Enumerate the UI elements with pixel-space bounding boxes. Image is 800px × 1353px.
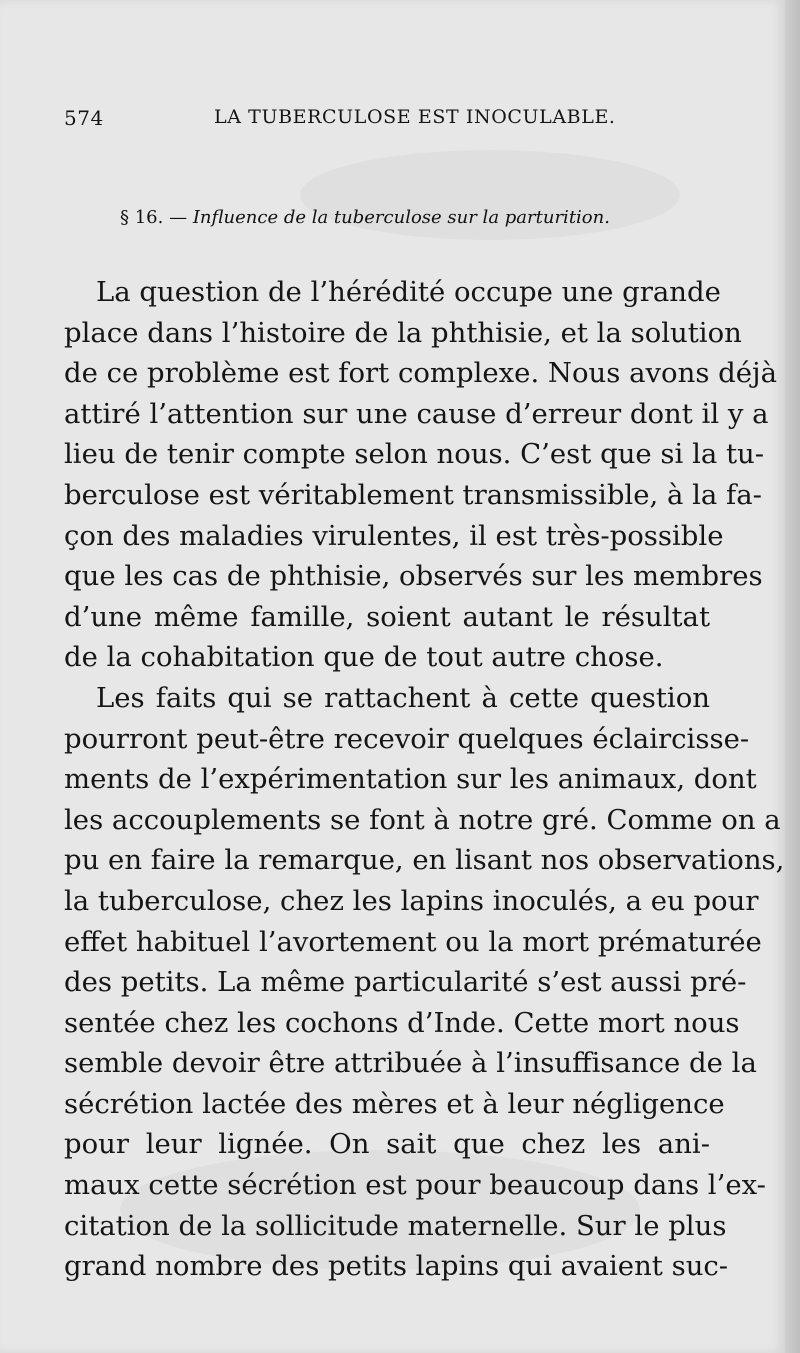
- text-line: maux cette sécrétion est pour beaucoup dans l’ex-: [64, 1169, 766, 1202]
- text-line: Les faits qui se rattachent à cette question: [96, 681, 710, 714]
- text-line: pour leur lignée. On sait que chez les ani-: [64, 1128, 710, 1161]
- text-line: de ce problème est fort complexe. Nous avons déjà: [64, 357, 777, 390]
- text-line: la tuberculose, chez les lapins inoculés, a eu pour: [64, 884, 759, 917]
- text-line: place dans l’histoire de la phthisie, et la solution: [64, 316, 742, 349]
- text-line: semble devoir être attribuée à l’insuffisance de la: [64, 1047, 757, 1080]
- text-line: La question de l’hérédité occupe une grande: [96, 276, 721, 308]
- text-line: sentée chez les cochons d’Inde. Cette mort nous: [64, 1006, 740, 1039]
- text-line: berculose est véritablement transmissible, à la fa-: [64, 478, 762, 511]
- section-number: § 16. —: [120, 207, 188, 228]
- text-line: attiré l’attention sur une cause d’erreur dont il y a: [64, 397, 769, 430]
- text-line: effet habituel l’avortement ou la mort prématurée: [64, 925, 762, 958]
- text-line: d’une même famille, soient autant le résultat: [64, 600, 710, 633]
- text-line: de la cohabitation que de tout autre chose.: [64, 641, 664, 674]
- text-line: que les cas de phthisie, observés sur les membres: [64, 560, 763, 593]
- body-text: [64, 272, 785, 1287]
- text-line: pourront peut-être recevoir quelques éclaircisse-: [64, 722, 750, 755]
- paragraph-2: [64, 678, 785, 1287]
- text-line: citation de la sollicitude maternelle. Sur le plus: [64, 1209, 727, 1242]
- running-header: [64, 106, 724, 140]
- text-line: çon des maladies virulentes, il est très-possible: [64, 519, 724, 552]
- section-title: Influence de la tuberculose sur la parturition.: [192, 207, 610, 228]
- text-line: les accouplements se font à notre gré. Comme on a: [64, 803, 781, 836]
- text-line: pu en faire la remarque, en lisant nos observations,: [64, 844, 785, 877]
- section-heading: [120, 207, 720, 228]
- text-line: grand nombre des petits lapins qui avaient suc-: [64, 1250, 729, 1283]
- page-edge: [785, 0, 800, 1353]
- text-line: ments de l’expérimentation sur les animaux, dont: [64, 763, 757, 796]
- text-line: lieu de tenir compte selon nous. C’est que si la tu-: [64, 438, 765, 471]
- text-line: des petits. La même particularité s’est aussi pré-: [64, 966, 747, 999]
- text-line: sécrétion lactée des mères et à leur négligence: [64, 1087, 725, 1120]
- running-title: LA TUBERCULOSE EST INOCULABLE.: [214, 106, 616, 128]
- paragraph-1: [64, 272, 777, 678]
- page-number: 574: [64, 106, 104, 130]
